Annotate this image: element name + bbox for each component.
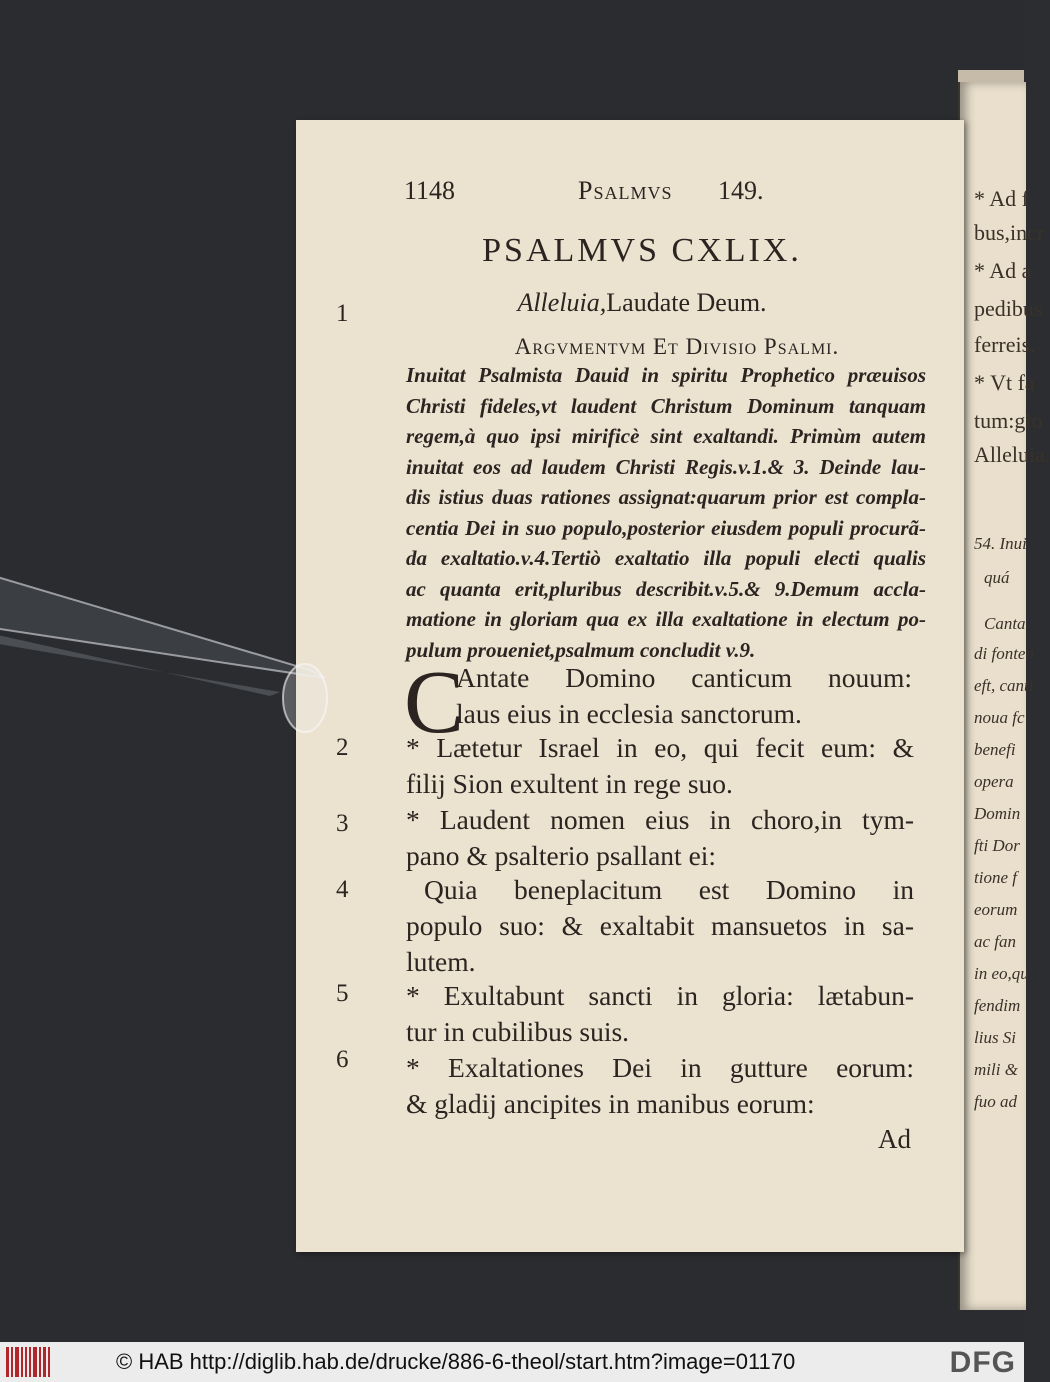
facing-line: ferreis. [974, 332, 1036, 357]
argument-line: Christi fideles,vt laudent Christum Dominum tanquam [406, 393, 926, 418]
facing-line: eft, canti [974, 676, 1034, 695]
argument-line: matione in gloriam qua ex illa exaltatione in electum po- [406, 607, 926, 631]
facing-line: tum:glo [974, 408, 1043, 433]
argument-line: inuitat eos ad laudem Christi Regis.v.1.& 3. Deinde lau- [406, 454, 926, 479]
facing-line: fendim [974, 996, 1021, 1015]
facing-line: di fonten [974, 644, 1034, 663]
argument-line: regem,à quo ipsi mirificè sint exaltandi. Primùm autem [406, 424, 926, 448]
facing-line: opera [974, 772, 1014, 791]
argument-line: ac quanta erit,pluribus describit.v.5.& 9.Demum accla- [406, 576, 926, 601]
argument-heading: Argvmentvm Et Divisio Psalmi. [514, 334, 840, 359]
verse-line: pano & psalterio psallant ei: [406, 840, 717, 871]
facing-line: Domin [974, 804, 1021, 823]
verse-line: * Laudent nomen eius in choro,in tym- [406, 804, 914, 835]
dfg-logo: DFG [949, 1346, 1016, 1379]
facing-line: bus,incr [974, 220, 1045, 245]
facing-line: in eo,qu [974, 964, 1029, 983]
verse-line: laus eius in ecclesia sanctorum. [456, 698, 802, 729]
facing-line: * Ad f [974, 186, 1029, 211]
facing-line: Alleluia. [974, 442, 1050, 467]
argument-line: pulum proueniet,psalmum concludit v.9. [406, 637, 756, 662]
argument-text [406, 360, 926, 665]
verse-number: 5 [336, 980, 349, 1007]
verse-line: * Exaltationes Dei in gutture eorum: [406, 1052, 914, 1083]
verse-number: 4 [336, 876, 349, 903]
verse-line: & gladij ancipites in manibus eorum: [406, 1088, 815, 1119]
facing-line: mili & [974, 1060, 1018, 1079]
facing-line: Canta [984, 614, 1026, 633]
facing-line: * Vt fa [974, 370, 1035, 395]
verse-line: lutem. [406, 946, 476, 977]
catchword: Ad [878, 1124, 911, 1154]
argument-line: da exaltatio.v.4.Tertiò exaltatio illa populi electi qualis [406, 546, 926, 570]
credit-link[interactable]: © HAB http://diglib.hab.de/drucke/886-6-theol/start.htm?image=01170 [116, 1349, 796, 1374]
credit-bar [0, 1342, 1024, 1382]
drop-cap: C [404, 653, 465, 752]
hab-logo-icon [6, 1347, 50, 1377]
facing-line: fuo ad [974, 1092, 1017, 1111]
verse-line: filij Sion exultent in rege suo. [406, 768, 733, 799]
facing-line: benefi [974, 740, 1016, 759]
facing-line: lius Si [974, 1028, 1017, 1047]
argument-line: centia Dei in suo populo,posterior eiusdem populi procurã- [406, 515, 926, 540]
facing-line: fti Dor [974, 836, 1020, 855]
superscription [296, 288, 964, 318]
verse-line: populo suo: & exaltabit mansuetos in sa- [406, 910, 914, 941]
facing-page [958, 82, 1050, 1310]
verse-line: tur in cubilibus suis. [406, 1016, 630, 1047]
facing-line: 54. Inui [974, 534, 1027, 553]
facing-line: quá [984, 568, 1010, 587]
facing-line: pedibus [974, 296, 1043, 321]
verse-line: Quia beneplacitum est Domino in [424, 874, 914, 905]
verse-number: 3 [336, 810, 349, 837]
running-psalm-number: 149. [718, 176, 764, 205]
facing-line: ac fan [974, 932, 1017, 951]
facing-line: noua fc [974, 708, 1025, 727]
argument-line: Inuitat Psalmista Dauid in spiritu Prophetico præuisos [406, 363, 926, 387]
verse-line: * Exultabunt sancti in gloria: lætabun- [406, 980, 914, 1011]
psalm-title: PSALMVS CXLIX. [482, 232, 802, 269]
verse-number: 1 [336, 300, 349, 327]
page-number: 1148 [404, 176, 456, 205]
superscription-roman: Laudate Deum. [606, 288, 767, 317]
superscription-italic: Alleluia, [517, 288, 607, 317]
facing-line: * Ad a [974, 258, 1032, 283]
facing-line: tione f [974, 868, 1017, 887]
argument-line: dis istius duas rationes assignat:quarum prior est compla- [406, 485, 926, 509]
verse-number: 6 [336, 1046, 349, 1073]
verse-line: Antate Domino canticum nouum: [456, 662, 912, 693]
facing-line: eorum [974, 900, 1018, 919]
running-title: Psalmvs [578, 176, 673, 205]
running-head [296, 176, 964, 206]
book-page [296, 120, 964, 1252]
verse-line: * Lætetur Israel in eo, qui fecit eum: & [406, 732, 914, 763]
verse-number: 2 [336, 734, 349, 761]
